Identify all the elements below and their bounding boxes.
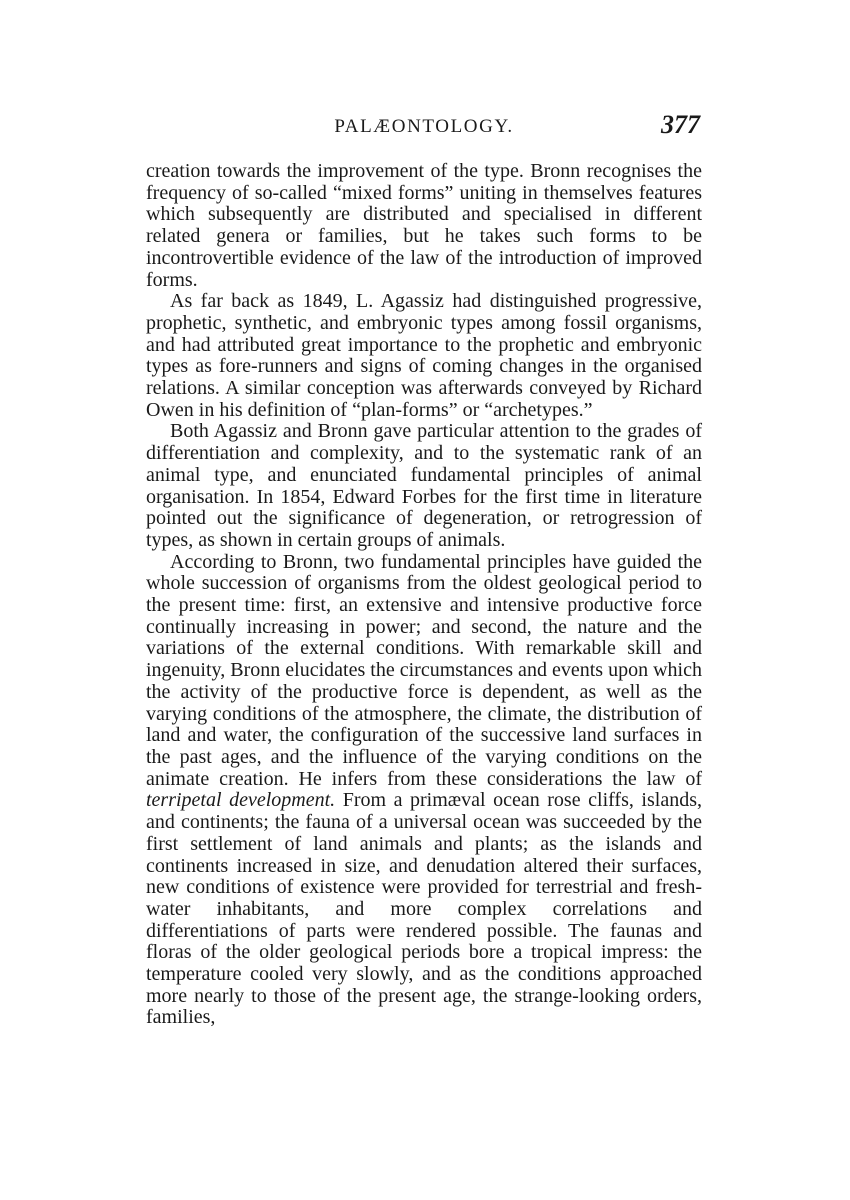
running-head <box>146 112 702 146</box>
page-number: 377 <box>661 110 700 139</box>
body-text <box>146 161 702 1029</box>
paragraph-text-before: According to Bronn, two fundamental principles have guided the whole succession of organisms from the oldest geological period to the present time: first, an extensive and intensive productive force continually increasing in power; and second, the nature and the variations of the external conditions. With remarkable skill and ingenuity, Bronn elucidates the circumstances and events upon which the activity of the productive force is dependent, as well as the varying conditions of the atmosphere, the climate, the distribution of land and water, the configuration of the successive land surfaces in the past ages, and the influence of the varying conditions on the animate creation. He infers from these considerations the law of <box>146 550 702 790</box>
paragraph-differentiation: Both Agassiz and Bronn gave particular attention to the grades of differentiation and complexity, and to the systematic rank of an animal type, and enunciated fundamental principles of animal organisation. In 1854, Edward Forbes for the first time in literature pointed out the significance of degeneration, or retrogression of types, as shown in certain groups of animals. <box>146 420 702 551</box>
emphasis-terripetal-development: terripetal development. <box>146 789 336 812</box>
paragraph-bronn-principles <box>146 552 702 1029</box>
paragraph-agassiz-types: As far back as 1849, L. Agassiz had distinguished progressive, prophetic, synthetic, and embryonic types among fossil organisms, and had attributed great importance to the prophetic and embryonic types as fore-runners and signs of coming changes in the organised relations. A similar conception was afterwards conveyed by Richard Owen in his definition of “plan-forms” or “archetypes.” <box>146 290 702 421</box>
running-title: PALÆONTOLOGY. <box>334 116 514 137</box>
paragraph-text-after: From a primæval ocean rose cliffs, islands, and continents; the fauna of a universal ocean was succeeded by the first settlement of land animals and plants; as the islands and continents increased in size, and denudation altered their surfaces, new conditions of existence were provided for terrestrial and fresh-water inhabitants, and more complex correlations and differentiations of parts were rendered possible. The faunas and floras of the older geological periods bore a tropical impress: the temperature cooled very slowly, and as the conditions approached more nearly to those of the present age, the strange-looking orders, families, <box>146 789 702 1029</box>
paragraph-continued: creation towards the improvement of the type. Bronn recognises the frequency of so-called “mixed forms” uniting in themselves features which subsequently are distributed and specialised in different related genera or families, but he takes such forms to be incontrovertible evidence of the law of the introduction of improved forms. <box>146 160 702 291</box>
